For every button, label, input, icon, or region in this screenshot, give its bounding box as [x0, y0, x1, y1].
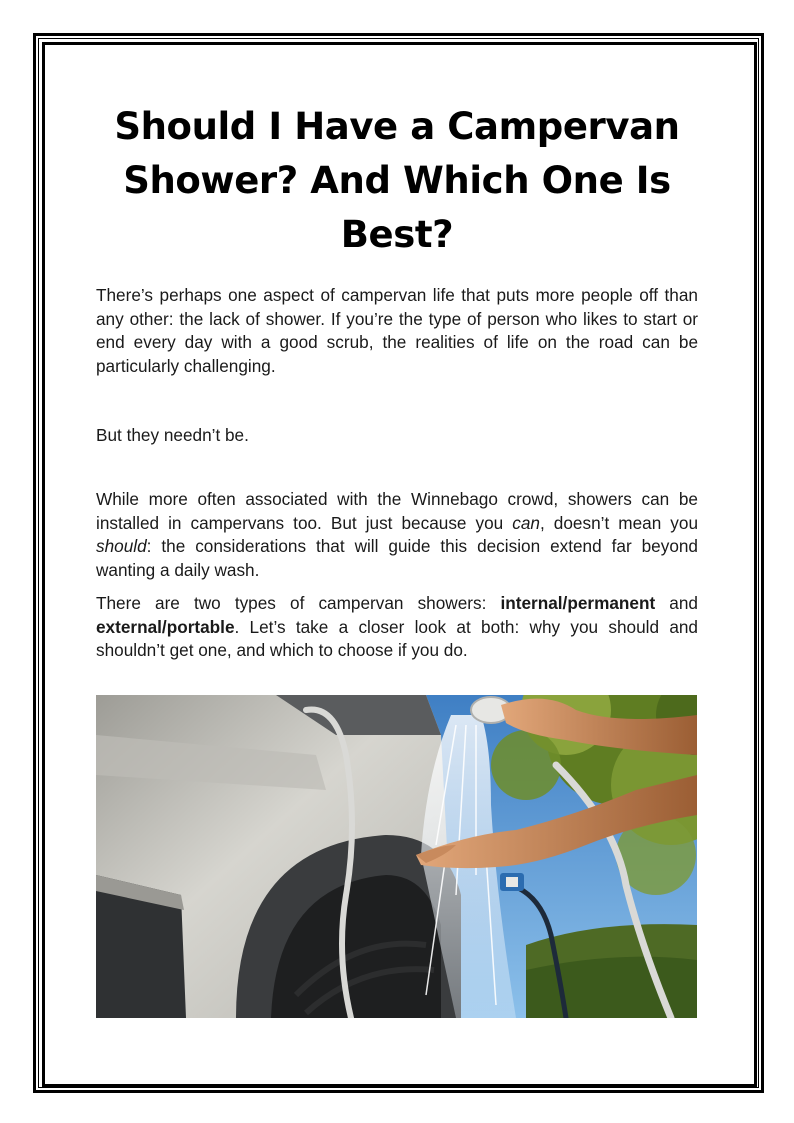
considerations-text-3: : the considerations that will guide this decision extend far beyond wanting a daily wash. [96, 536, 698, 580]
short-paragraph: But they needn’t be. [96, 425, 249, 445]
types-paragraph [96, 592, 698, 663]
considerations-paragraph [96, 488, 698, 582]
article-title: Should I Have a Campervan Shower? And Which One Is Best? [114, 105, 680, 256]
considerations-text-1: While more often associated with the Winnebago crowd, showers can be installed in campervans too. But just because you [96, 489, 698, 533]
intro-paragraph: There’s perhaps one aspect of campervan life that puts more people off than any other: the lack of shower. If you’re the type of person who likes to start or end every day with a good scrub, the realities of life on the road can be particularly challenging. [96, 285, 698, 376]
campervan-shower-photo [96, 695, 697, 1018]
bold-external-portable: external/portable [96, 616, 235, 637]
considerations-text-2: , doesn’t mean you [539, 512, 698, 533]
types-text-3: . Let’s take a closer look at both: why you should and shouldn’t get one, and which to choose if you do. [96, 616, 698, 660]
photo-illustration [96, 695, 697, 1018]
emphasis-should: should [96, 536, 147, 556]
bold-internal-permanent: internal/permanent [500, 593, 656, 613]
types-text-2: and [655, 593, 698, 613]
emphasis-can: can [512, 512, 540, 533]
types-text-1: There are two types of campervan showers: [96, 593, 501, 613]
